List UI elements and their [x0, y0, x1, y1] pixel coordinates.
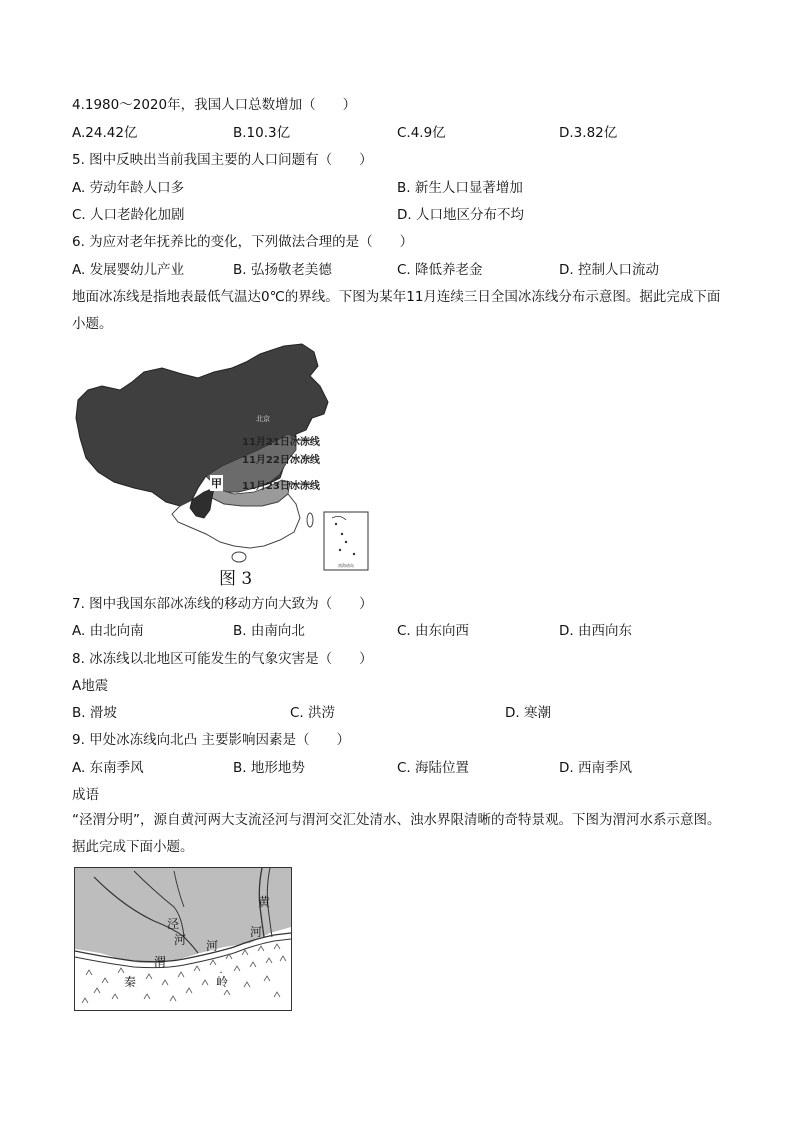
q4-option-b: B.10.3亿: [233, 125, 291, 141]
freeze-line-intro: 地面冰冻线是指地表最低气温达0℃的界线。下图为某年11月连续三日全国冰冻线分布示意图。据此完成下面小题。: [72, 289, 721, 332]
taiwan-island: [307, 513, 313, 527]
q7-option-d: D. 由西向东: [559, 623, 632, 639]
huang-label: 黄: [258, 895, 271, 909]
q7-option-a: A. 由北向南: [72, 623, 144, 639]
q8-stem: 8. 冰冻线以北地区可能发生的气象灾害是（ ）: [72, 651, 373, 667]
jing-he-label: 河: [174, 933, 187, 947]
q9-option-a: A. 东南季风: [72, 760, 144, 776]
wei-label: 渭: [154, 955, 167, 969]
q4-option-a: A.24.42亿: [72, 125, 138, 141]
q5-option-d: D. 人口地区分布不均: [397, 207, 524, 223]
q7-option-b: B. 由南向北: [233, 623, 305, 639]
q9-option-d: D. 西南季风: [559, 760, 632, 776]
q6-option-a: A. 发展婴幼儿产业: [72, 262, 185, 278]
q8-option-a: A地震: [72, 678, 109, 694]
freeze-line-21-label: 11月21日冰冻线: [242, 437, 320, 448]
freeze-line-23-label: 11月23日冰冻线: [242, 481, 320, 492]
idiom-label: 成语: [72, 787, 99, 803]
jing-label: 泾: [167, 917, 180, 931]
q8-option-b: B. 滑坡: [72, 705, 117, 721]
jia-label: 甲: [211, 477, 222, 490]
q9-option-c: C. 海陆位置: [397, 760, 470, 776]
q8-option-d: D. 寒潮: [505, 705, 551, 721]
q7-stem: 7. 图中我国东部冰冻线的移动方向大致为（ ）: [72, 596, 373, 612]
freeze-line-22-label: 11月22日冰冻线: [242, 455, 320, 466]
q9-stem: 9. 甲处冰冻线向北凸 主要影响因素是（ ）: [72, 732, 350, 748]
inset-label: 南海诸岛: [338, 563, 354, 568]
beijing-label: 北京: [256, 415, 270, 423]
q8-option-c: C. 洪涝: [290, 705, 336, 721]
q4-stem: 4.1980～2020年，我国人口总数增加（ ）: [72, 97, 357, 113]
q5-option-b: B. 新生人口显著增加: [397, 180, 523, 196]
q6-option-d: D. 控制人口流动: [559, 262, 659, 278]
ling-label: 岭: [216, 975, 229, 989]
figure-3-caption: 图 3: [219, 569, 253, 589]
q6-option-b: B. 弘扬敬老美德: [233, 262, 332, 278]
qin-label: 秦: [124, 975, 137, 989]
q6-option-c: C. 降低养老金: [397, 262, 483, 278]
q5-stem: 5. 图中反映出当前我国主要的人口问题有（ ）: [72, 152, 373, 168]
q6-stem: 6. 为应对老年抚养比的变化，下列做法合理的是（ ）: [72, 234, 414, 250]
wei-river-map: [74, 867, 292, 1011]
q5-option-c: C. 人口老龄化加剧: [72, 207, 185, 223]
idiom-intro: “泾渭分明”，源自黄河两大支流泾河与渭河交汇处清水、浊水界限清晰的奇特景观。下图为渭河水系示意图。据此完成下面小题。: [72, 812, 721, 855]
q4-option-d: D.3.82亿: [559, 125, 618, 141]
hainan-island: [232, 552, 246, 562]
q9-option-b: B. 地形地势: [233, 760, 305, 776]
freeze-line-map: [74, 342, 394, 588]
q4-option-c: C.4.9亿: [397, 125, 446, 141]
huang-he-label: 河: [250, 925, 263, 939]
q5-option-a: A. 劳动年龄人口多: [72, 180, 185, 196]
wei-he-label: 河: [206, 939, 219, 953]
q7-option-c: C. 由东向西: [397, 623, 470, 639]
freeze-line-map-graphic: [74, 342, 394, 588]
